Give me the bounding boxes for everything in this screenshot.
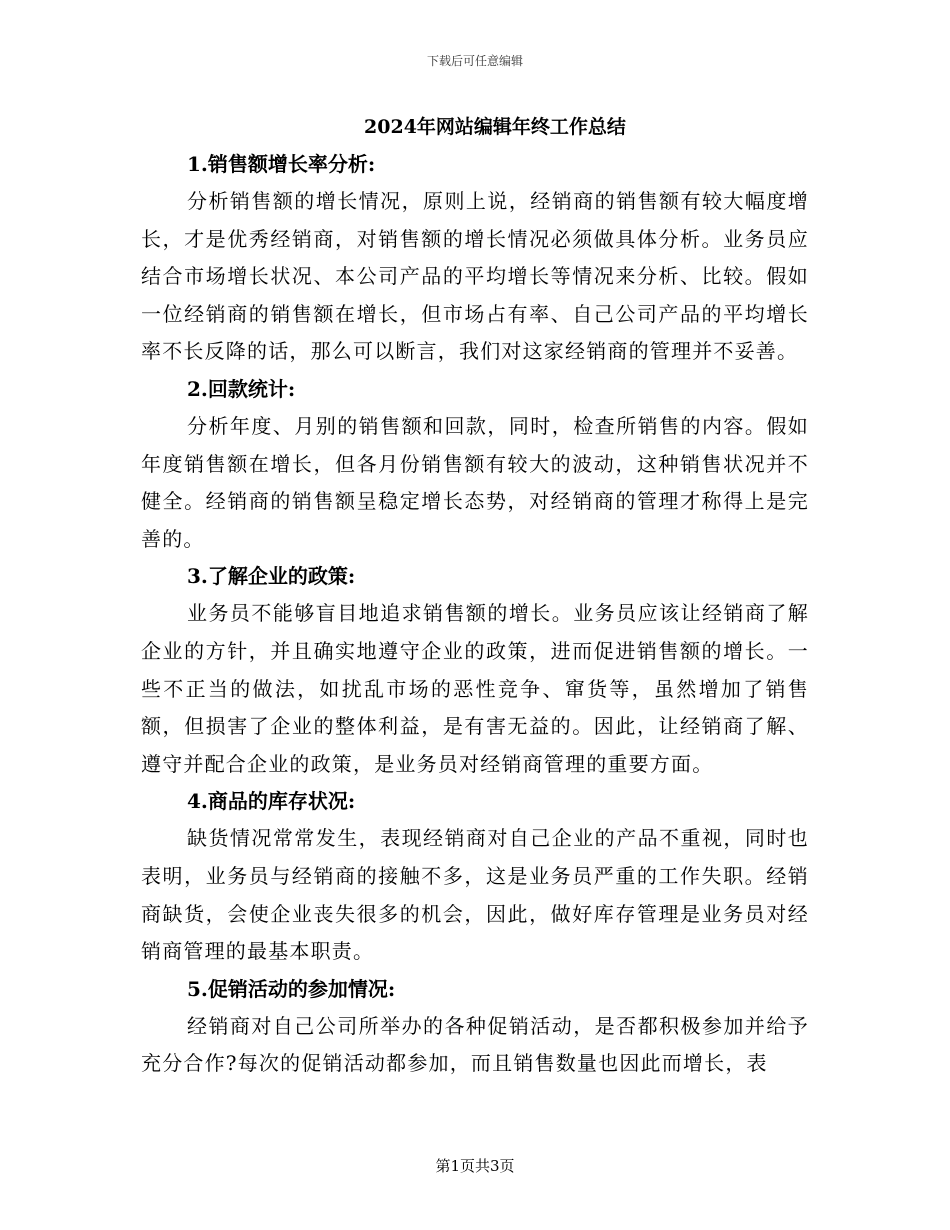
page-number: 第1页共3页 <box>435 1157 515 1175</box>
section-promotion-participation <box>141 971 809 1083</box>
section-heading: 3.了解企业的政策: <box>187 564 356 589</box>
section-sales-growth <box>141 146 809 371</box>
section-company-policy <box>141 558 809 783</box>
document-body <box>141 146 809 1083</box>
section-paragraph: 业务员不能够盲目地追求销售额的增长。业务员应该让经销商了解企业的方针，并且确实地遵守企业的政策，进而促进销售额的增长。一些不正当的做法，如扰乱市场的恶性竞争、窜货等，虽然增加了销售额，但损害了企业的整体利益，是有害无益的。因此，让经销商了解、遵守并配合企业的政策，是业务员对经销商管理的重要方面。 <box>141 601 809 776</box>
page-header: 下载后可任意编辑 <box>426 54 523 68</box>
section-paragraph: 经销商对自己公司所举办的各种促销活动，是否都积极参加并给予充分合作?每次的促销活动都参加，而且销售数量也因此而增长，表 <box>141 1013 809 1076</box>
section-paragraph: 分析销售额的增长情况，原则上说，经销商的销售额有较大幅度增长，才是优秀经销商，对销售额的增长情况必须做具体分析。业务员应结合市场增长状况、本公司产品的平均增长等情况来分析、比较。假如一位经销商的销售额在增长，但市场占有率、自己公司产品的平均增长率不长反降的话，那么可以断言，我们对这家经销商的管理并不妥善。 <box>141 189 809 364</box>
section-paragraph: 缺货情况常常发生，表现经销商对自己企业的产品不重视，同时也表明，业务员与经销商的接触不多，这是业务员严重的工作失职。经销商缺货，会使企业丧失很多的机会，因此，做好库存管理是业务员对经销商管理的最基本职责。 <box>141 826 809 964</box>
section-inventory-status <box>141 783 809 970</box>
section-payment-stats <box>141 371 809 558</box>
document-title: 2024年网站编辑年终工作总结 <box>364 116 626 138</box>
section-heading: 2.回款统计: <box>187 376 296 401</box>
section-heading: 4.商品的库存状况: <box>187 789 356 814</box>
section-heading: 1.销售额增长率分析: <box>187 152 376 176</box>
section-heading: 5.促销活动的参加情况: <box>187 976 396 1001</box>
section-paragraph: 分析年度、月别的销售额和回款，同时，检查所销售的内容。假如年度销售额在增长，但各月份销售额有较大的波动，这种销售状况并不健全。经销商的销售额呈稳定增长态势，对经销商的管理才称得上是完善的。 <box>141 413 809 551</box>
